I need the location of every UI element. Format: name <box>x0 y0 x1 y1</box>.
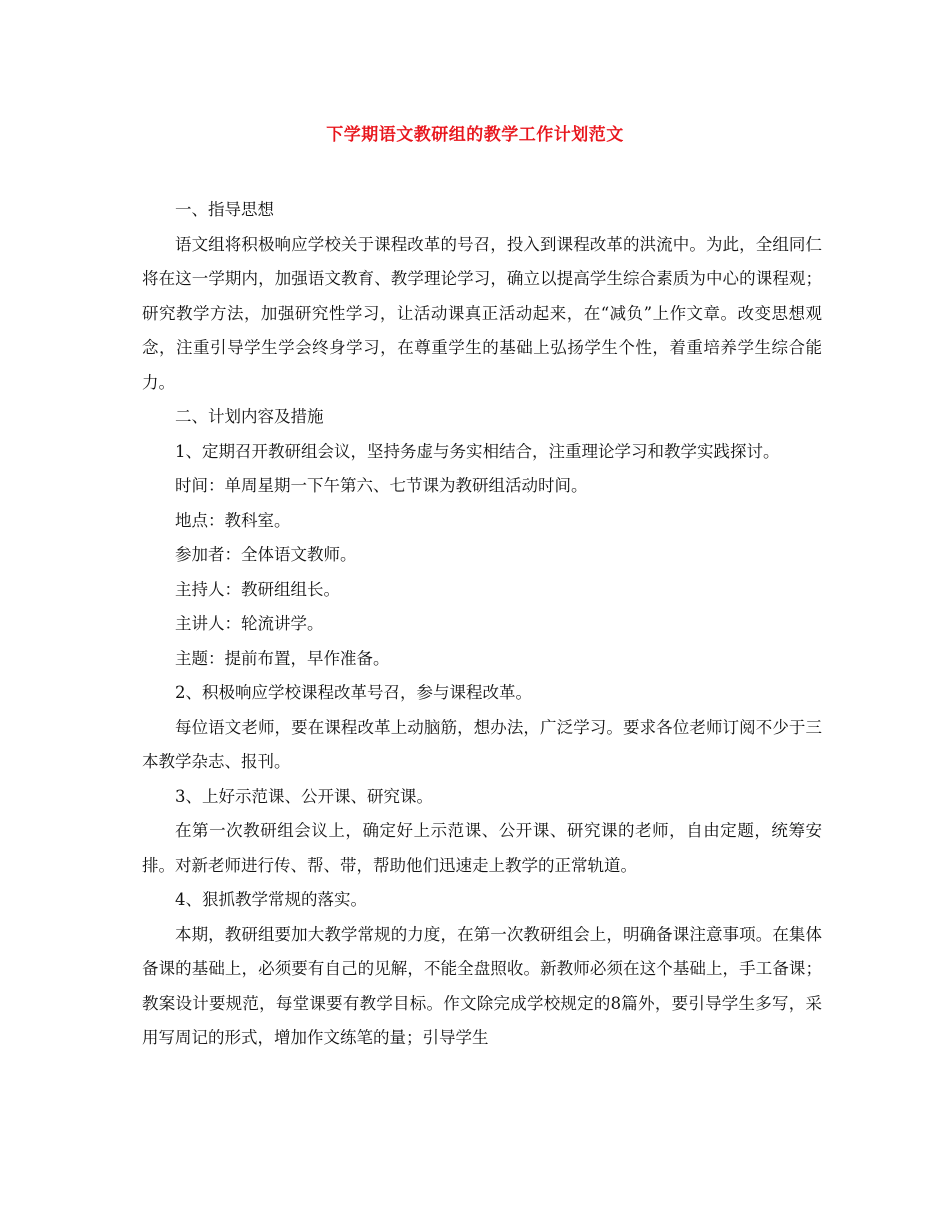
meeting-speaker: 主讲人：轮流讲学。 <box>175 614 324 633</box>
meeting-topic: 主题：提前布置，早作准备。 <box>175 648 390 668</box>
meeting-location: 地点：教科室。 <box>175 510 291 530</box>
meeting-participants: 参加者：全体语文教师。 <box>175 545 357 564</box>
item-2-curriculum-reform: 2、积极响应学校课程改革号召，参与课程改革。 <box>175 683 532 702</box>
meeting-host: 主持人：教研组组长。 <box>175 579 340 599</box>
heading-plan-measures: 二、计划内容及措施 <box>175 407 324 426</box>
paragraph-curriculum-reform: 每位语文老师，要在课程改革上动脑筋，想办法，广泛学习。要求各位老师订阅不少于三本教学杂志、报刊。 <box>142 717 822 771</box>
meeting-time: 时间：单周星期一下午第六、七节课为教研组活动时间。 <box>175 476 588 495</box>
document-title: 下学期语文教研组的教学工作计划范文 <box>326 125 624 145</box>
paragraph-teaching-routine: 本期，教研组要加大教学常规的力度，在第一次教研组会上，明确备课注意事项。在集体备课的基础上，必须要有自己的见解，不能全盘照收。新教师必须在这个基础上，手工备课；教案设计要规范，每堂课要有教学目标。作文除完成学校规定的8篇外，要引导学生多写，采用写周记的形式，增加作文练笔的量；引导学生 <box>142 924 822 1047</box>
item-1-meetings: 1、定期召开教研组会议，坚持务虚与务实相结合，注重理论学习和教学实践探讨。 <box>175 441 780 461</box>
heading-guiding-ideology: 一、指导思想 <box>175 200 274 219</box>
item-3-demo-lessons: 3、上好示范课、公开课、研究课。 <box>175 786 433 806</box>
item-4-teaching-routine: 4、狠抓教学常规的落实。 <box>175 890 367 909</box>
paragraph-demo-lessons: 在第一次教研组会议上，确定好上示范课、公开课、研究课的老师，自由定题，统筹安排。对新老师进行传、帮、带，帮助他们迅速走上教学的正常轨道。 <box>142 821 822 875</box>
paragraph-guiding-ideology: 语文组将积极响应学校关于课程改革的号召，投入到课程改革的洪流中。为此，全组同仁将在这一学期内，加强语文教育、教学理论学习，确立以提高学生综合素质为中心的课程观；研究教学方法，加强研究性学习，让活动课真正活动起来，在“减负”上作文章。改变思想观念，注重引导学生学会终身学习，在尊重学生的基础上弘扬学生个性，着重培养学生综合能力。 <box>142 234 822 392</box>
document-body <box>142 193 822 1056</box>
